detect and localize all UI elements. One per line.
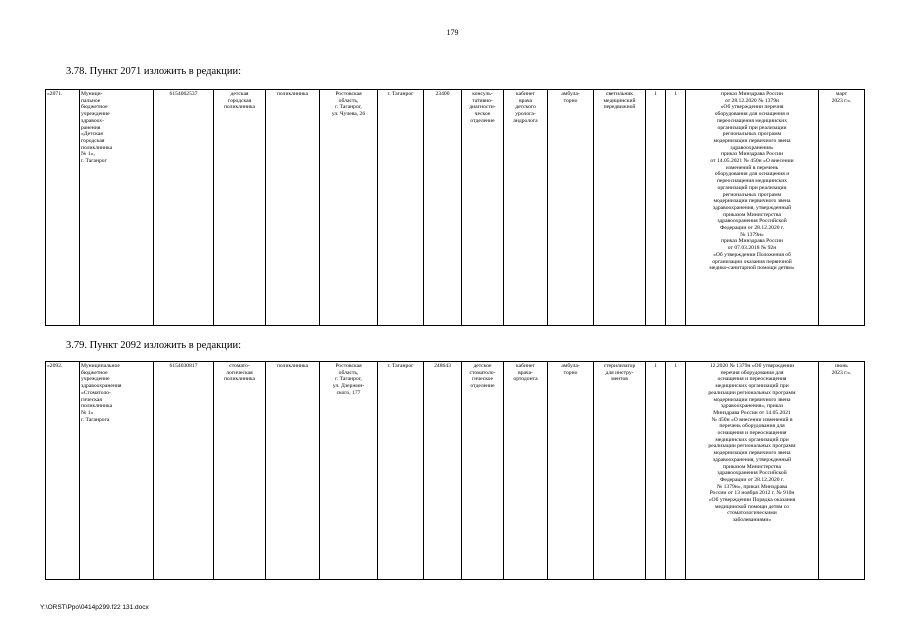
room: кабинет врача детского уролога- андролога <box>504 90 548 326</box>
deadline: июнь 2023 г.». <box>819 362 865 580</box>
table-row <box>46 362 865 580</box>
facility-type: поликлиника <box>266 362 320 580</box>
inn: 6154030817 <box>154 362 214 580</box>
facility-type: поликлиника <box>266 90 320 326</box>
room: кабинет врача- ортодонта <box>504 362 548 580</box>
organization-name: Муниципальное бюджетное учреждение здравоохранения «Стоматоло- гическая поликлиника № 1» г. Таганрога <box>80 362 154 580</box>
table-row <box>46 90 865 326</box>
department: консуль- тативно- диагности- ческое отделение <box>462 90 504 326</box>
department: детское стоматоло- гическое отделение <box>462 362 504 580</box>
equipment: светильник медицинский передвижной <box>594 90 646 326</box>
register-table-2092 <box>45 361 865 580</box>
quantity-1: 1 <box>646 90 666 326</box>
legal-basis: приказ Минздрава России от 28.12.2020 № 1379н «Об утверждении перечня оборудования для оснащения и переоснащения медицинских организаций при реализации региональных программ модернизации первичного звена здравоохранения» приказ Минздрава России от 14.05.2021 № 450н «О внесении изменений в перечень оборудования для оснащения и переоснащения медицинских организаций при реализации региональных программ модернизации первичного звена здравоохранения, утвержденный приказом Министерства здравоохранения Российской Федерации от 28.12.2020 г. № 1379н» приказ Минздрава России от 07.03.2018 № 92н «Об утверждении Положения об организации оказания первичной медико-санитарной помощи детям» <box>686 90 819 326</box>
row-number: «2092. <box>46 362 80 580</box>
quantity-2: 1 <box>666 90 686 326</box>
care-mode: амбула- торно <box>548 90 594 326</box>
deadline: март 2023 г.». <box>819 90 865 326</box>
page-number: 179 <box>446 28 459 37</box>
quantity-2: 1 <box>666 362 686 580</box>
row-number: «2071. <box>46 90 80 326</box>
city: г. Таганрог <box>378 90 424 326</box>
file-path-footer: Y:\ORST\Ppo\0414p299.f22 131.docx <box>40 604 149 611</box>
equipment: стерилизатор для инстру- ментов <box>594 362 646 580</box>
quantity-1: 1 <box>646 362 666 580</box>
code: 248643 <box>424 362 462 580</box>
organization-name: Муници- пальное бюджетное учреждение здравоох- ранения «Детская городская поликлиника № 1», г. Таганрог <box>80 90 154 326</box>
facility-name: детская городская поликлиника <box>214 90 266 326</box>
code: 23400 <box>424 90 462 326</box>
city: г. Таганрог <box>378 362 424 580</box>
facility-name: стомато- логическая поликлиника <box>214 362 266 580</box>
address: Ростовская область, г. Таганрог, ул. Дзержин- ского, 177 <box>320 362 378 580</box>
section-heading-2071: 3.78. Пункт 2071 изложить в редакции: <box>66 66 241 77</box>
address: Ростовская область, г. Таганрог, ул. Чучева, 26 <box>320 90 378 326</box>
legal-basis: 12.2020 № 1379н «Об утверждении перечня оборудования для оснащения и переоснащения медицинских организаций при реализации региональных программ модернизации первичного звена здравоохранения», приказ Минздрава России от 14.05.2021 № 450н «О внесении изменений в перечень оборудования для оснащения и переоснащения медицинских организаций при реализации региональных программ модернизации первичного звена здравоохранения, утвержденный приказом Министерства здравоохранения Российской Федерации от 28.12.2020 г. № 1379н», приказ Минздрава России от 13 ноября 2012 г. № 910н «Об утверждении Порядка оказания медицинской помощи детям со стоматологическими заболеваниями» <box>686 362 819 580</box>
section-heading-2092: 3.79. Пункт 2092 изложить в редакции: <box>66 340 241 351</box>
inn: 6154062537 <box>154 90 214 326</box>
care-mode: амбула- торно <box>548 362 594 580</box>
register-table-2071 <box>45 89 865 326</box>
